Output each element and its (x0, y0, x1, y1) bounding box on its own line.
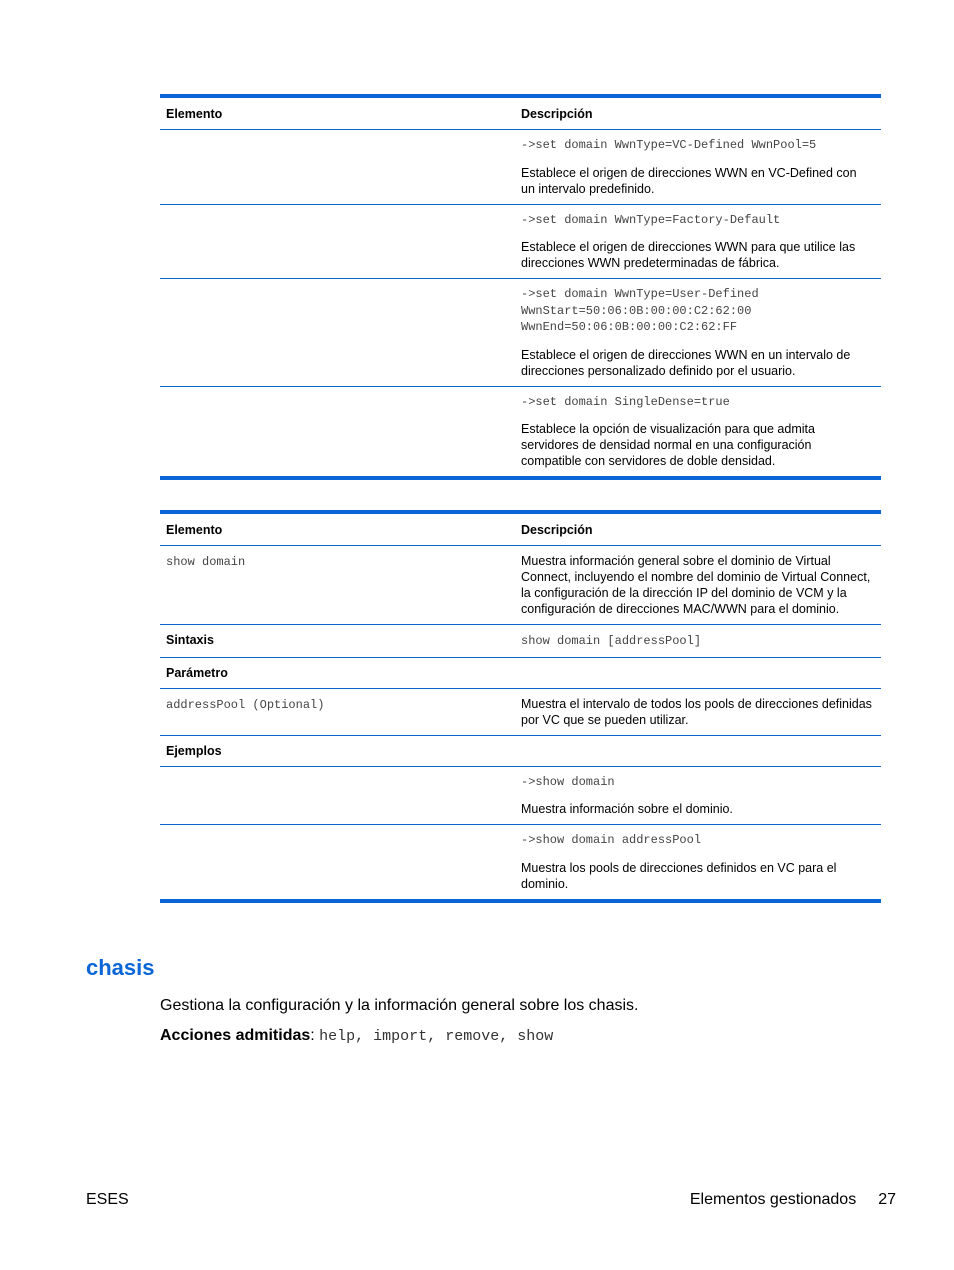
table-header (160, 514, 881, 546)
row-element (160, 279, 521, 386)
table-show-domain (160, 510, 881, 903)
table-row (160, 387, 881, 477)
table-row (160, 130, 881, 205)
example-description: Muestra los pools de direcciones definidos en VC para el dominio. (521, 860, 837, 891)
supported-actions (160, 1027, 553, 1046)
section-intro: Gestiona la configuración y la información general sobre los chasis. (160, 997, 639, 1014)
example-code: ->show domain addressPool (521, 833, 702, 847)
footer-page-info (690, 1191, 896, 1209)
parameter-label: Parámetro (166, 665, 228, 680)
parameter-name: addressPool (Optional) (166, 697, 325, 712)
table-header (160, 98, 881, 130)
section-title: chasis (86, 955, 155, 980)
code-example: ->set domain SingleDense=true (521, 394, 730, 409)
actions-label: Acciones admitidas (160, 1027, 311, 1044)
table-row (160, 279, 881, 387)
row-element (160, 205, 521, 279)
table-row-command (160, 546, 881, 625)
header-elemento: Elemento (166, 106, 223, 121)
header-elemento: Elemento (166, 522, 223, 537)
table-row (160, 205, 881, 280)
command-description: Muestra información general sobre el dominio de Virtual Connect, incluyendo el nombre del dominio de Virtual Connect, la configuración de la dirección IP del dominio de VCM y la configuración de direcciones MAC/WWN para el dominio. (521, 554, 871, 616)
actions-separator: : (310, 1027, 320, 1044)
code-example: ->set domain WwnType=Factory-Default (521, 212, 781, 227)
row-description: Establece el origen de direcciones WWN para que utilice las direcciones WWN predeterminadas de fábrica. (521, 240, 856, 270)
actions-list: help, import, remove, show (319, 1028, 554, 1045)
table-row-parameter (160, 689, 881, 736)
row-description: Establece el origen de direcciones WWN en un intervalo de direcciones personalizado definido por el usuario. (521, 347, 851, 378)
footer-page-number: 27 (878, 1191, 896, 1208)
footer-chapter: Elementos gestionados (689, 1191, 857, 1208)
row-element (160, 130, 521, 204)
table-row-example (160, 767, 881, 826)
row-element (160, 387, 521, 477)
table-row-example (160, 825, 881, 899)
header-descripcion: Descripción (521, 106, 593, 121)
parameter-description: Muestra el intervalo de todos los pools de direcciones definidas por VC que se pueden utilizar. (521, 696, 872, 727)
code-example: ->set domain WwnType=VC-Defined WwnPool=5 (521, 138, 817, 152)
example-code: ->show domain (521, 774, 615, 789)
syntax-label: Sintaxis (166, 633, 214, 647)
code-example: ->set domain WwnType=User-Defined WwnStart=50:06:0B:00:00:C2:62:00 WwnEnd=50:06:0B:00:00:C2:62:FF (521, 287, 759, 334)
table-set-domain-examples (160, 94, 881, 480)
row-description: Establece el origen de direcciones WWN en VC-Defined con un intervalo predefinido. (521, 165, 857, 196)
row-description: Establece la opción de visualización para que admita servidores de densidad normal en una configuración compatible con servidores de doble densidad. (521, 422, 815, 468)
command-name: show domain (166, 555, 246, 569)
examples-label: Ejemplos (166, 743, 222, 758)
footer-locale: ESES (86, 1191, 129, 1208)
syntax-value: show domain [addressPool] (521, 634, 702, 648)
table-row-syntax (160, 625, 881, 658)
example-description: Muestra información sobre el dominio. (521, 802, 733, 816)
header-descripcion: Descripción (521, 522, 593, 537)
table-row-parameter-label (160, 658, 881, 689)
table-row-examples-label (160, 736, 881, 767)
